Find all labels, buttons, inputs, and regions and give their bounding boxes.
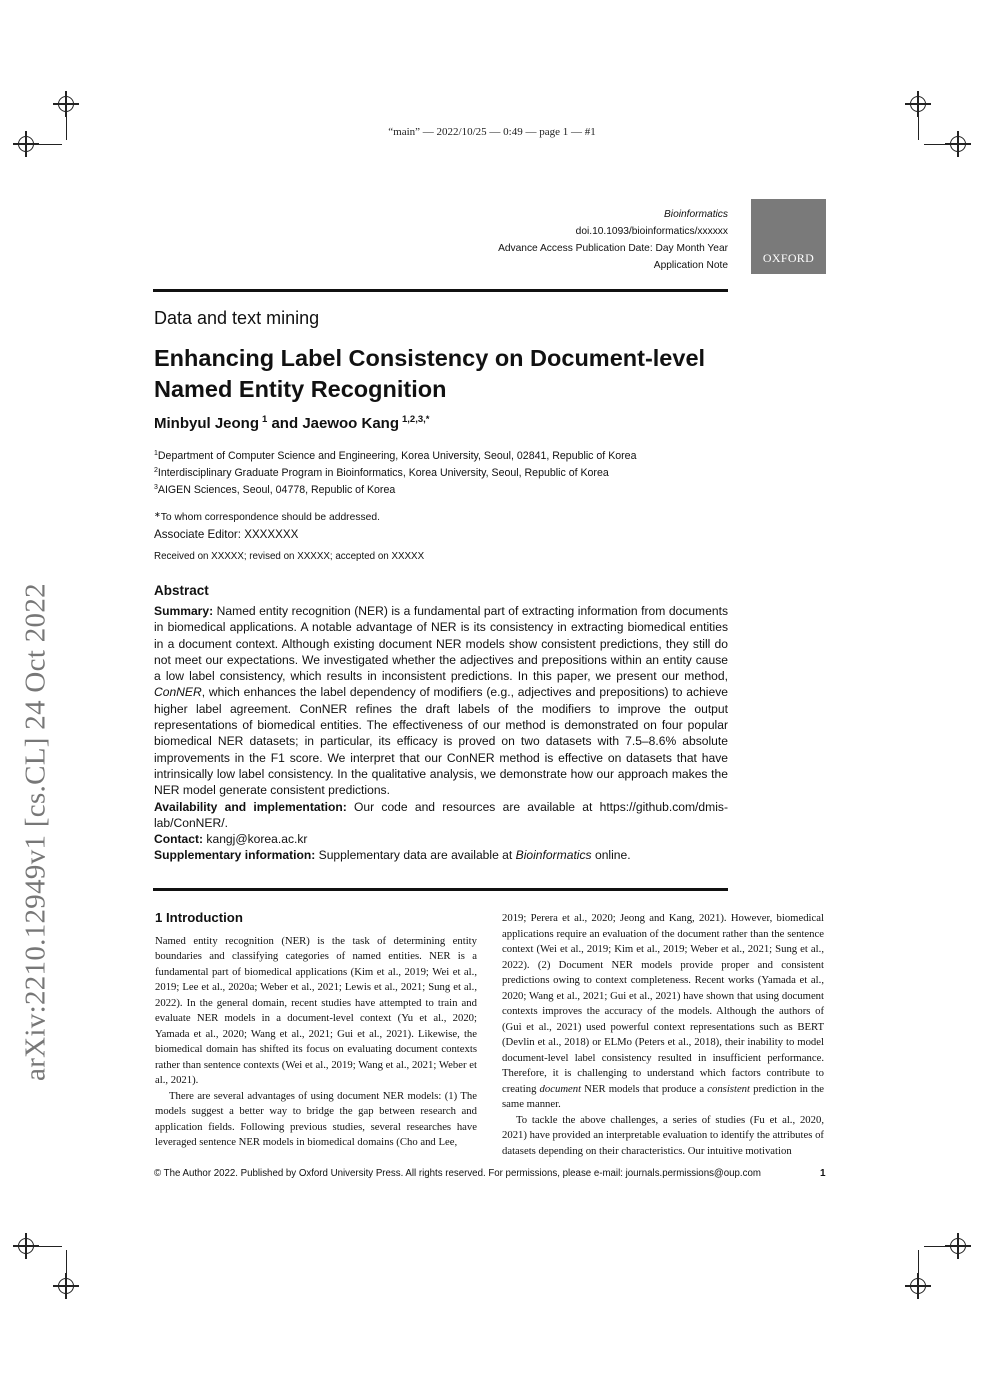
copyright-footer: © The Author 2022. Published by Oxford University Press. All rights reserved. For permissions, please e-mail: journals.permissions@oup.com	[154, 1168, 761, 1179]
summary-text: , which enhances the label dependency of modifiers (e.g., adjectives and prepositions) to achieve higher label agreement. ConNER refines the draft labels of the modifiers to improve the output representations of biomedical entities. The effectiveness of our method is demonstrated on four popular biomedical NER datasets; in particular, its efficacy is proved on two datasets with 7.5–8.6% absolute improvements in the F1 score. We interpret that our ConNER method is effective on datasets that have intrinsically low label consistency. In the qualitative analysis, we demonstrate how our approach makes the NER model generate consistent predictions.	[154, 685, 728, 798]
correspondence-note	[154, 510, 380, 523]
affiliation	[154, 484, 395, 496]
affiliation-text: AIGEN Sciences, Seoul, 04778, Republic of Korea	[157, 484, 396, 496]
doi: doi.10.1093/bioinformatics/xxxxxx	[575, 226, 728, 237]
section-heading: 1 Introduction	[155, 910, 243, 925]
abstract-heading: Abstract	[154, 583, 209, 598]
publication-date: Advance Access Publication Date: Day Month Year	[498, 243, 728, 254]
abstract-bottom-rule	[153, 888, 728, 891]
contact-email: kangj@korea.ac.kr	[206, 832, 308, 847]
affiliation	[154, 450, 636, 462]
author-conjunction: and	[271, 415, 299, 432]
journal-info	[498, 206, 728, 274]
affiliation-text: Interdisciplinary Graduate Program in Bioinformatics, Korea University, Seoul, Republic of Korea	[157, 467, 609, 479]
article-type: Application Note	[653, 260, 728, 271]
journal-name: Bioinformatics	[664, 209, 728, 220]
availability-text: Our code and resources are available at https://github.com/dmis-lab/ConNER/.	[154, 799, 728, 830]
right-column	[502, 911, 824, 1159]
registration-mark	[58, 1278, 74, 1294]
affiliation-number: 2	[154, 467, 158, 474]
paragraph: To tackle the above challenges, a series of studies (Fu et al., 2020, 2021) have provided an interpretable evaluation to identify the attributes of datasets depending on their characteristics. Our intuitive motivation	[502, 1113, 824, 1157]
left-column	[155, 910, 477, 1151]
title-line: Enhancing Label Consistency on Document-level	[154, 345, 706, 371]
supplementary-text: Supplementary data are available at	[318, 848, 513, 863]
emphasis: consistent	[707, 1082, 750, 1095]
arxiv-stamp: arXiv:2210.12949v1 [cs.CL] 24 Oct 2022	[19, 583, 52, 1081]
section-label: Data and text mining	[154, 308, 320, 328]
paragraph: There are several advantages of using document NER models: (1) The models suggest a better way to bridge the gap between research and application fields. Following previous studies, several researches have leveraged sentence NER models in biomedical domains (Cho and Lee,	[155, 1089, 477, 1148]
publisher-logo-text: OXFORD	[762, 251, 815, 265]
abstract-supplementary	[154, 847, 728, 863]
registration-mark	[910, 1278, 926, 1294]
associate-editor: Associate Editor: XXXXXXX	[154, 528, 299, 541]
author-name: Minbyul Jeong	[154, 415, 259, 432]
affiliation-number: 1	[154, 450, 158, 457]
affiliation-number: 3	[154, 484, 158, 491]
affiliation	[154, 467, 609, 479]
abstract-body	[154, 603, 728, 864]
asterisk-icon: ∗	[154, 510, 161, 519]
running-header: “main” — 2022/10/25 — 0:49 — page 1 — #1	[388, 126, 596, 138]
summary-text: Named entity recognition (NER) is a fundamental part of extracting information from documents in biomedical applications. A notable advantage of NER is its consistency in extracting biomedical entities in a document context. Although existing document NER models show consistent predictions, they still do not meet our expectations. We investigated whether the adjectives and prepositions within an entity cause a low label consistency, which results in inconsistent predictions. In this paper, we present our method,	[154, 604, 728, 684]
supplementary-text: online.	[594, 848, 631, 863]
correspondence-text: To whom correspondence should be addressed.	[160, 512, 380, 523]
paragraph-text: NER models that produce a	[584, 1082, 705, 1095]
availability-label: Availability and implementation:	[154, 799, 347, 814]
summary-label: Summary:	[154, 604, 214, 618]
abstract-summary	[154, 603, 728, 799]
paragraph-text: 2019; Perera et al., 2020; Jeong and Kang, 2021). However, biomedical applications require an evaluation of the document rather than the sentence context (Wei et al., 2019; Kim et al., 2019; Weber et al., 2021; Sung et al., 2022). (2) Document NER models provide proper and consistent predictions owing to context completeness. Recent works (Yamada et al., 2020; Wang et al., 2021; Gui et al., 2021) have shown that using document contexts improves the accuracy of the models. Although the authors of (Gui et al., 2021) used powerful context representations such as BERT (Devlin et al., 2018) or ELMo (Peters et al., 2018), their inability to model document-level label consistency resulted in insufficient performance. Therefore, it is challenging to understand which factors contribute to creating	[502, 912, 824, 1095]
author-list	[154, 414, 429, 432]
paper-title	[154, 343, 774, 405]
author-name: Jaewoo Kang	[302, 415, 399, 432]
contact-label: Contact:	[154, 832, 204, 847]
supplementary-label: Supplementary information:	[154, 848, 316, 863]
title-line: Named Entity Recognition	[154, 376, 447, 402]
author-superscript: 1,2,3,*	[402, 414, 430, 425]
abstract-availability	[154, 799, 728, 832]
emphasis: document	[539, 1082, 582, 1095]
author-superscript: 1	[262, 414, 268, 425]
abstract-contact	[154, 831, 728, 847]
supplementary-journal: Bioinformatics	[515, 848, 592, 863]
paragraph	[502, 911, 824, 1113]
affiliation-text: Department of Computer Science and Engineering, Korea University, Seoul, 02841, Republic of Korea	[157, 450, 637, 462]
page-number: 1	[820, 1168, 826, 1179]
title-top-rule	[153, 289, 728, 292]
publisher-logo	[751, 199, 826, 274]
received-dates: Received on XXXXX; revised on XXXXX; accepted on XXXXX	[154, 551, 425, 562]
method-name: ConNER	[154, 685, 202, 700]
paragraph: Named entity recognition (NER) is the task of determining entity boundaries and classifying categories of named entities. NER is a fundamental part of biomedical applications (Kim et al., 2019; Wei et al., 2019; Lee et al., 2020a; Weber et al., 2021; Lewis et al., 2021; Sung et al., 2022). In the general domain, recent studies have attempted to train and evaluate NER models in a document-level context (Yu et al., 2020; Yamada et al., 2020; Wang et al., 2021; Gui et al., 2021). Likewise, the biomedical domain has shifted its focus on evaluating document contexts rather than sentence contexts (Wei et al., 2019; Wang et al., 2021; Weber et al., 2021).	[155, 934, 477, 1086]
paragraph-text: prediction in the same manner.	[502, 1082, 825, 1110]
